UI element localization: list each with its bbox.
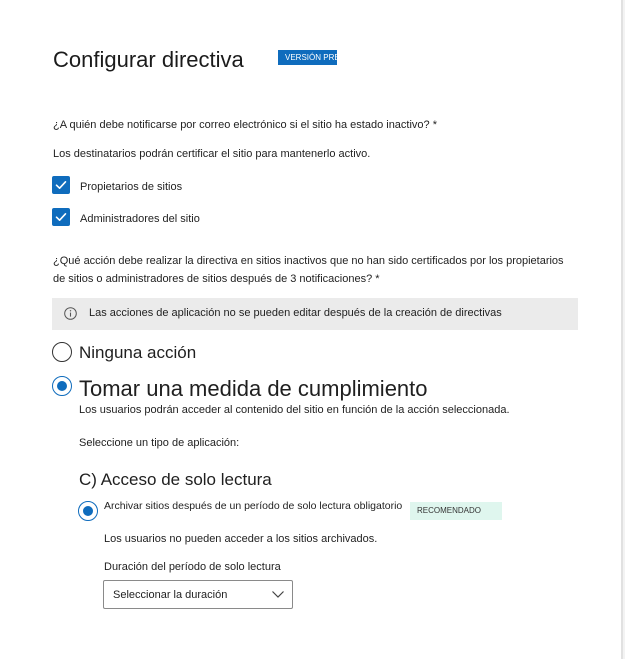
no-action-radio[interactable] [52, 342, 72, 362]
action-question-line2: de sitios o administradores de sitios después de 3 notificaciones? * [53, 273, 380, 285]
site-owners-label[interactable]: Propietarios de sitios [80, 181, 183, 193]
notify-description: Los destinatarios podrán certificar el sitio para mantenerlo activo. [53, 148, 371, 160]
archive-description: Los usuarios no pueden acceder a los sitios archivados. [104, 533, 378, 545]
notify-question: ¿A quién debe notificarse por correo electrónico si el sitio ha estado inactivo? * [53, 119, 437, 131]
recommended-badge: RECOMENDADO [410, 502, 502, 520]
archive-radio[interactable] [78, 501, 98, 521]
no-action-label[interactable]: Ninguna acción [79, 343, 197, 362]
enforcement-radio[interactable] [52, 376, 72, 396]
radio-selected-dot [57, 381, 67, 391]
duration-label: Duración del período de solo lectura [104, 561, 281, 573]
archive-label[interactable]: Archivar sitios después de un período de solo lectura obligatorio [104, 500, 403, 512]
select-type-label: Seleccione un tipo de aplicación: [79, 437, 240, 449]
preview-badge: VERSIÓN PREVIA [278, 50, 337, 65]
site-admins-checkbox[interactable] [52, 208, 70, 226]
info-message-bar [52, 298, 578, 330]
info-message-text: Las acciones de aplicación no se pueden editar después de la creación de directivas [89, 307, 502, 319]
duration-dropdown-value: Seleccionar la duración [113, 589, 228, 601]
enforcement-label[interactable]: Tomar una medida de cumplimiento [79, 376, 428, 401]
action-question-line1: ¿Qué acción debe realizar la directiva en sitios inactivos que no han sido certificados por los propietarios [53, 255, 564, 267]
enforcement-description: Los usuarios podrán acceder al contenido del sitio en función de la acción seleccionada. [79, 404, 510, 416]
duration-dropdown[interactable] [103, 580, 293, 609]
radio-selected-dot [83, 506, 93, 516]
checkmark-icon [54, 210, 68, 224]
readonly-heading: C) Acceso de solo lectura [79, 470, 272, 489]
page-title: Configurar directiva [53, 47, 244, 72]
chevron-down-icon [271, 590, 285, 599]
checkmark-icon [54, 178, 68, 192]
info-icon [64, 307, 77, 320]
site-owners-checkbox[interactable] [52, 176, 70, 194]
site-admins-label[interactable]: Administradores del sitio [80, 213, 200, 225]
